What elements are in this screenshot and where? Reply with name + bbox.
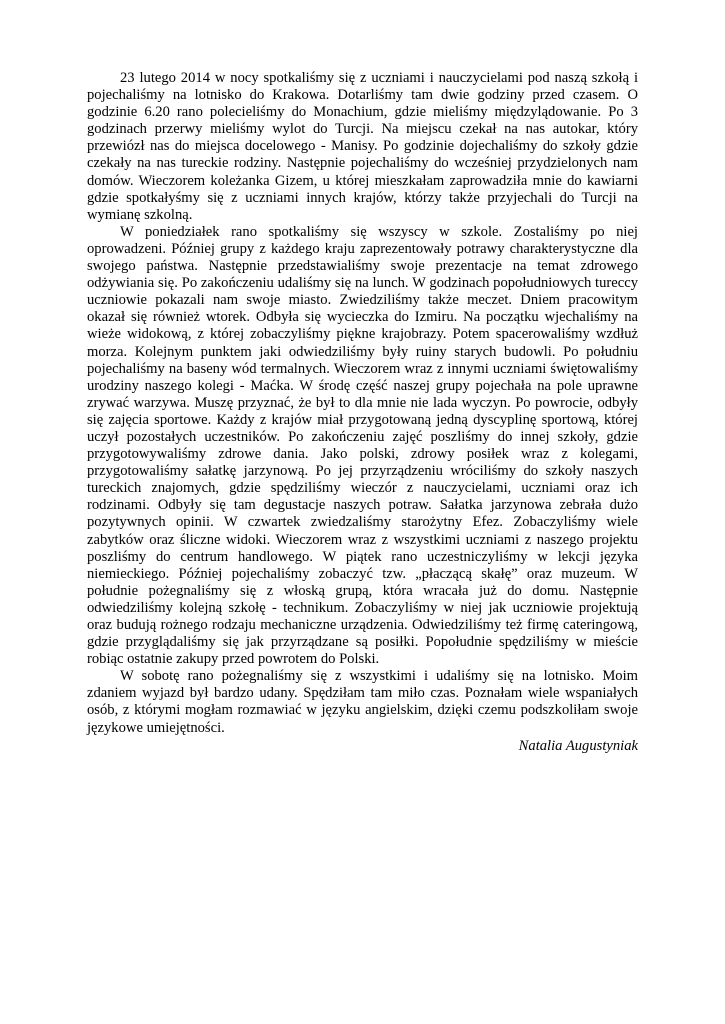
author-signature: Natalia Augustyniak [518, 737, 638, 754]
paragraph-arrival: 23 lutego 2014 w nocy spotkaliśmy się z uczniami i nauczycielami pod naszą szkołą i pojechaliśmy na lotnisko do Krakowa. Dotarliśmy tam dwie godziny przed czasem. O godzinie 6.20 rano polecieliśmy do Monachium, gdzie mieliśmy międzylądowanie. Po 3 godzinach przerwy mieliśmy wylot do Turcji. Na miejscu czekał na nas autokar, który przewiózł nas do miejsca docelowego - Manisy. Po godzinie dojechaliśmy do szkoły gdzie czekały na nas tureckie rodziny. Następnie pojechaliśmy do wcześniej przydzielonych nam domów. Wieczorem koleżanka Gizem, u której mieszkałam zaprowadziła mnie do kawiarni gdzie spotkałyśmy się z uczniami innych krajów, którzy także przyjechali do Turcji na wymianę szkolną. [87, 70, 638, 223]
paragraph-week-activities: W poniedziałek rano spotkaliśmy się wszyscy w szkole. Zostaliśmy po niej oprowadzeni. Później grupy z każdego kraju zaprezentowały potrawy charakterystyczne dla swojego państwa. Następnie przedstawialiśmy swoje prezentacje na temat zdrowego odżywiania się. Po zakończeniu udaliśmy się na lunch. W godzinach popołudniowych tureccy uczniowie pokazali nam swoje miasto. Zwiedziliśmy także meczet. Dniem pracowitym okazał się również wtorek. Odbyła się wycieczka do Izmiru. Na początku wjechaliśmy na wieże widokową, z której zobaczyliśmy piękne krajobrazy. Potem spacerowaliśmy wzdłuż morza. Kolejnym punktem jaki odwiedziliśmy były ruiny starych budowli. Po południu pojechaliśmy na baseny wód termalnych. Wieczorem wraz z innymi uczniami świętowaliśmy urodziny naszego kolegi - Maćka. W środę część naszej grupy pojechała na pole uprawne zrywać warzywa. Muszę przyznać, że był to dla mnie nie lada wyczyn. Po powrocie, odbyły się zajęcia sportowe. Każdy z krajów miał przygotowaną jedną dyscyplinę sportową, której uczył pozostałych uczestników. Po zakończeniu zajęć poszliśmy do innej szkoły, gdzie przygotowywaliśmy zdrowe dania. Jako polski, zdrowy posiłek wraz z kolegami, przygotowaliśmy sałatkę jarzynową. Po jej przyrządzeniu wróciliśmy do szkoły naszych tureckich znajomych, gdzie spędziliśmy wieczór z nauczycielami, uczniami oraz ich rodzinami. Odbyły się tam degustacje naszych potraw. Sałatka jarzynowa zebrała dużo pozytywnych opinii. W czwartek zwiedzaliśmy starożytny Efez. Zobaczyliśmy wiele zabytków oraz śliczne widoki. Wieczorem wraz z wszystkimi uczniami z naszego projektu poszliśmy do centrum handlowego. W piątek rano uczestniczyliśmy w lekcji języka niemieckiego. Później pojechaliśmy zobaczyć tzw. „płaczącą skałę” oraz muzeum. W południe pożegnaliśmy się z włoską grupą, która wracała już do domu. Następnie odwiedziliśmy kolejną szkołę - technikum. Zobaczyliśmy w niej jak uczniowie projektują oraz budują rożnego rodzaju mechaniczne urządzenia. Odwiedziliśmy też firmę cateringową, gdzie przyglądaliśmy się jak przyrządzane są posiłki. Popołudnie spędziliśmy w mieście robiąc ostatnie zakupy przed powrotem do Polski. [87, 223, 638, 668]
document-body [87, 70, 638, 755]
paragraph-departure: W sobotę rano pożegnaliśmy się z wszystkimi i udaliśmy się na lotnisko. Moim zdaniem wyjazd był bardzo udany. Spędziłam tam miło czas. Poznałam wiele wspaniałych osób, z którymi mogłam rozmawiać w języku angielskim, dzięki czemu podszkoliłam swoje językowe umiejętności. [87, 668, 638, 736]
